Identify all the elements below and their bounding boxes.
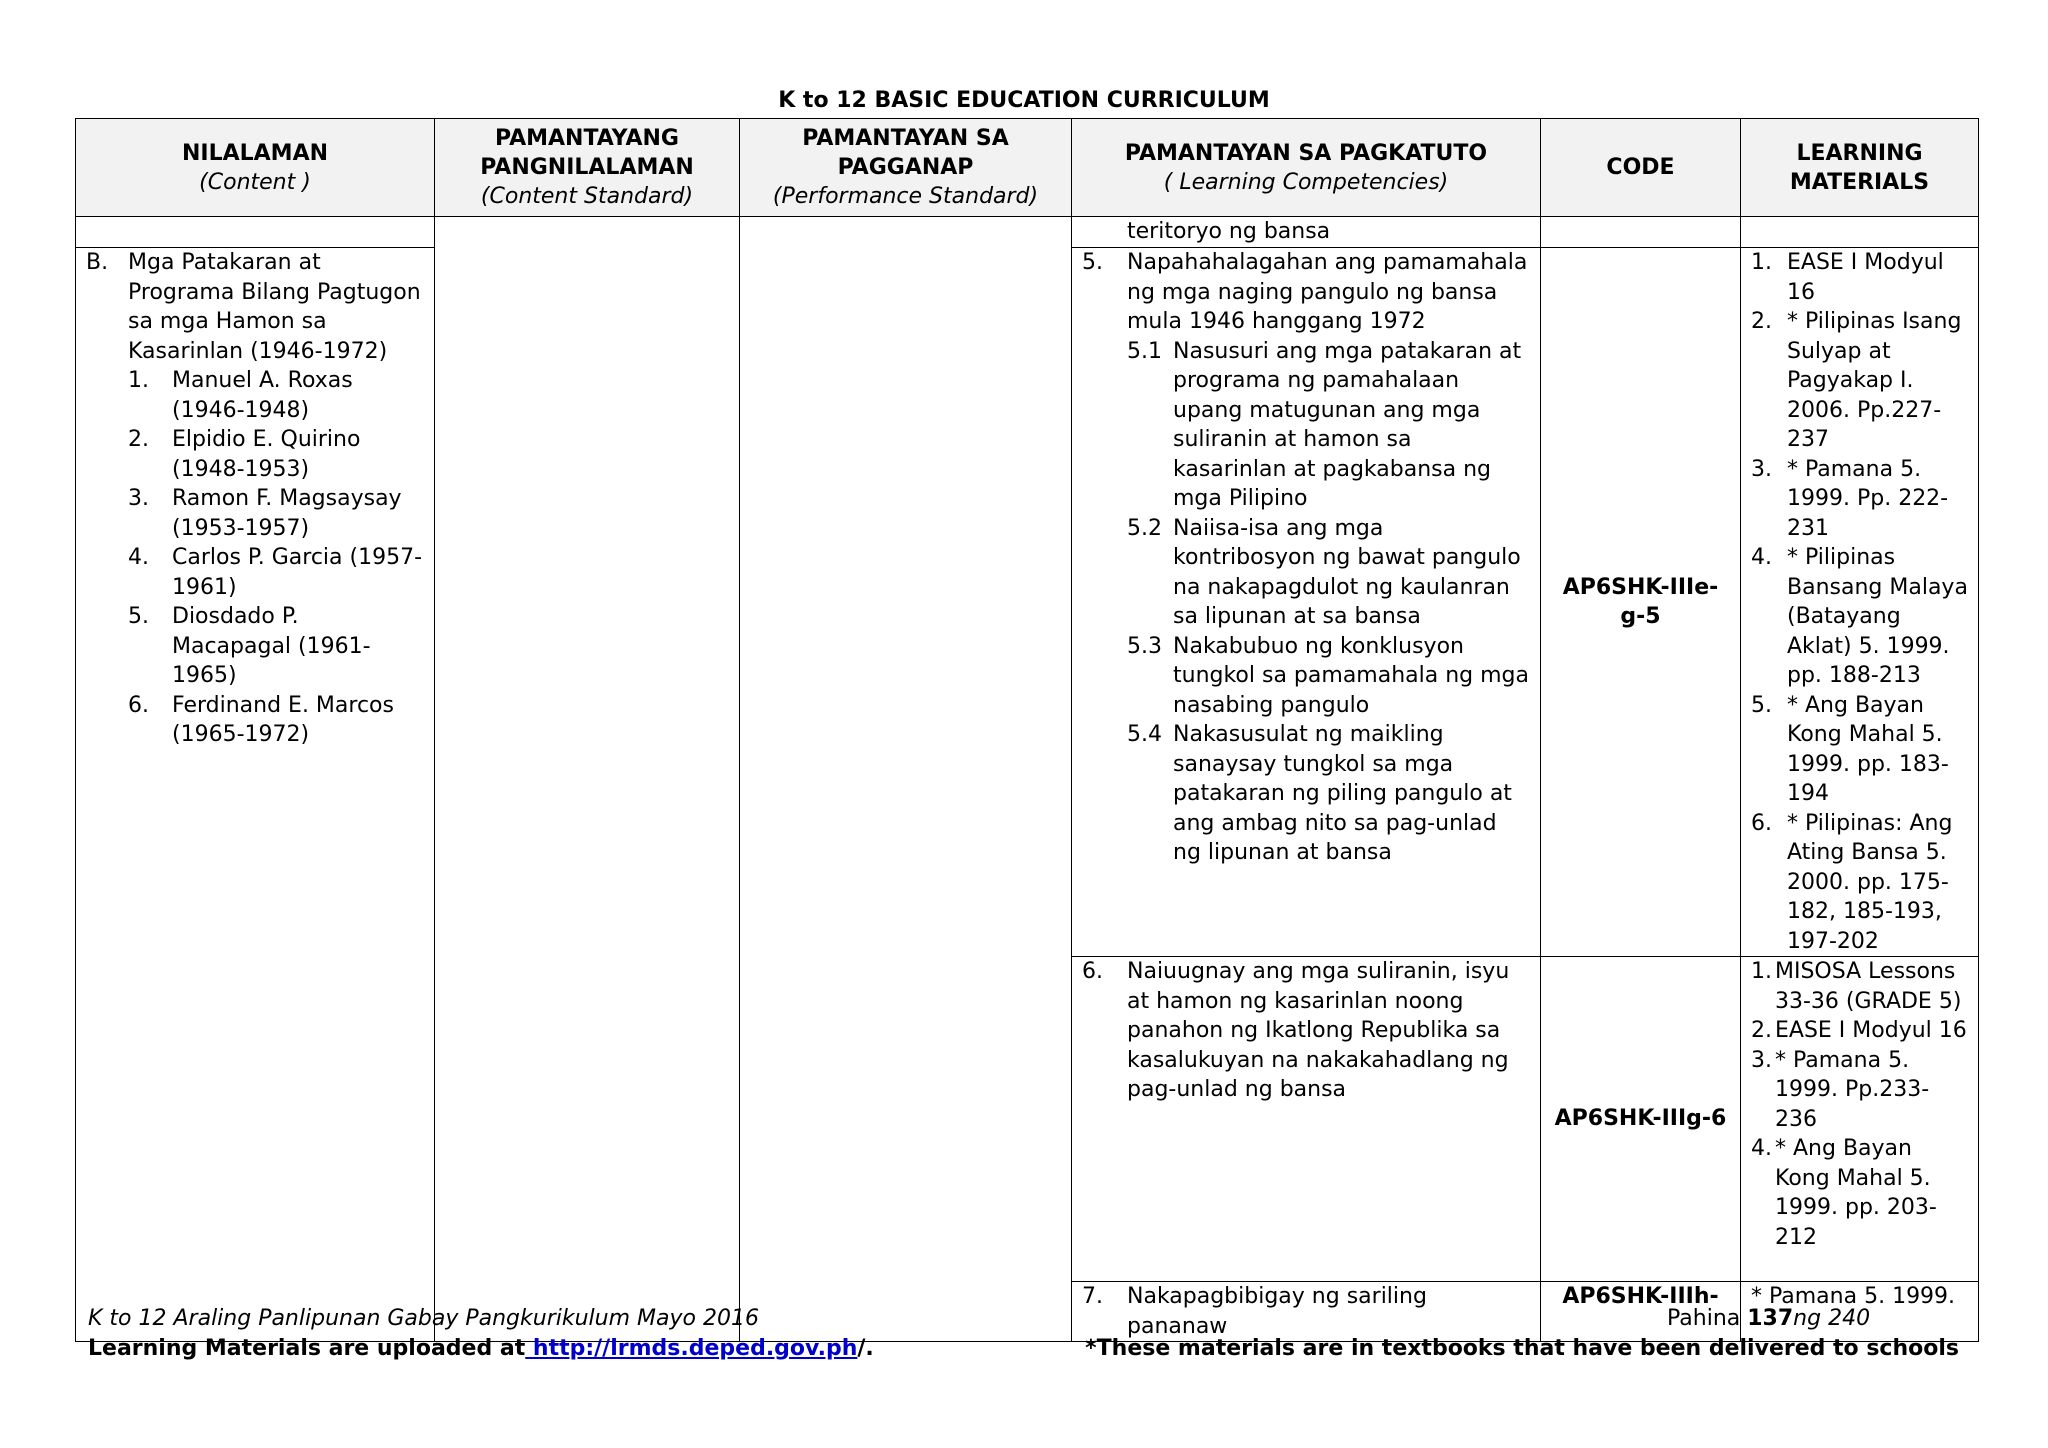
- material-number: 5.: [1751, 692, 1772, 718]
- sub-competency-item: [1127, 632, 1530, 721]
- list-text: Ferdinand E. Marcos (1965-1972): [172, 692, 394, 747]
- competency-cell: [1072, 957, 1541, 1282]
- competency-text: Naiuugnay ang mga suliranin, isyu at hamon ng kasarinlan noong panahon ng Ikatlong Republika sa kasalukuyan na nakakahadlang ng pag-unlad ng bansa: [1127, 959, 1510, 1102]
- header-code: [1541, 119, 1741, 217]
- material-number: 3.: [1751, 456, 1772, 482]
- list-item: [128, 366, 424, 425]
- list-marker: B.: [86, 250, 109, 275]
- competency-text: Nakapagbibigay ng sariling pananaw: [1127, 1284, 1427, 1339]
- material-number: 6.: [1751, 810, 1772, 836]
- material-text: * Pamana 5. 1999.: [1751, 1284, 1956, 1309]
- material-text: * Pamana 5. 1999. Pp.233-236: [1775, 1047, 1930, 1132]
- header-main: LEARNING MATERIALS: [1789, 140, 1930, 195]
- material-item: [1751, 307, 1968, 455]
- competency-number: 7.: [1082, 1284, 1103, 1309]
- footer-upload-note: [88, 1336, 874, 1361]
- material-number: 4.: [1751, 1136, 1772, 1161]
- code-cell: [1541, 248, 1741, 957]
- sub-competency-number: 5.3: [1127, 633, 1162, 659]
- list-text: Ramon F. Magsaysay (1953-1957): [172, 486, 402, 541]
- material-item: [1751, 691, 1968, 809]
- material-text: * Pilipinas: Ang Ating Bansa 5. 2000. pp. 175-182, 185-193, 197-202: [1787, 810, 1953, 954]
- competency-text: teritoryo ng bansa: [1127, 219, 1331, 244]
- code-cell-empty: [1541, 217, 1741, 248]
- header-performance-standard: [740, 119, 1072, 217]
- competency-cell: [1072, 248, 1541, 957]
- list-number: 5.: [128, 604, 149, 629]
- competency-item: [1082, 1282, 1530, 1341]
- material-text: EASE I Modyul 16: [1775, 1018, 1967, 1043]
- page-current: 137: [1747, 1306, 1794, 1331]
- list-number: 1.: [128, 368, 149, 393]
- material-text: * Pamana 5. 1999. Pp. 222-231: [1787, 456, 1949, 541]
- footer-guide-title: K to 12 Araling Panlipunan Gabay Pangkurikulum Mayo 2016: [88, 1306, 759, 1331]
- materials-cell: [1741, 248, 1979, 957]
- header-sub: (Performance Standard): [772, 184, 1039, 209]
- material-text: MISOSA Lessons 33-36 (GRADE 5): [1775, 959, 1962, 1014]
- material-text: * Ang Bayan Kong Mahal 5. 1999. pp. 203-212: [1775, 1136, 1937, 1250]
- material-number: 1.: [1751, 959, 1772, 984]
- content-cell-empty: [76, 217, 435, 248]
- material-text: EASE I Modyul 16: [1787, 250, 1944, 305]
- header-main: PAMANTAYANG PANGNILALAMAN: [480, 126, 694, 180]
- material-text: * Ang Bayan Kong Mahal 5. 1999. pp. 183-194: [1787, 692, 1949, 806]
- list-item: [128, 543, 424, 602]
- list-number: 2.: [128, 427, 149, 452]
- header-learning-materials: [1741, 119, 1979, 217]
- material-number: 4.: [1751, 545, 1772, 570]
- performance-standard-cell: [740, 217, 1072, 1342]
- page-number: [1667, 1306, 1870, 1331]
- material-number: 2.: [1751, 1018, 1772, 1043]
- material-item: [1751, 809, 1968, 957]
- material-item: [1751, 1134, 1968, 1252]
- content-cell: [76, 248, 435, 1342]
- competency-item: [1082, 957, 1530, 1105]
- material-item: [1751, 1046, 1968, 1135]
- list-item: [128, 425, 424, 484]
- list-number: 4.: [128, 545, 149, 570]
- sub-competency-number: 5.1: [1127, 338, 1162, 364]
- sub-competency-text: Nakabubuo ng konklusyon tungkol sa pamamahala ng mga nasabing pangulo: [1173, 633, 1529, 718]
- material-item: [1751, 957, 1968, 1016]
- sub-competency-number: 5.2: [1127, 515, 1162, 541]
- list-text: Elpidio E. Quirino (1948-1953): [172, 427, 361, 482]
- header-main: CODE: [1606, 155, 1675, 180]
- header-learning-competencies: [1072, 119, 1541, 217]
- competency-code: AP6SHK-IIIh-: [1562, 1284, 1719, 1309]
- header-main: PAMANTAYAN SA PAGGANAP: [802, 126, 1009, 180]
- sub-competency-item: [1127, 514, 1530, 632]
- upload-suffix: /.: [857, 1336, 874, 1361]
- list-item: [128, 691, 424, 750]
- material-number: 1.: [1751, 250, 1772, 275]
- material-text: * Pilipinas Bansang Malaya (Batayang Aklat) 5. 1999. pp. 188-213: [1787, 545, 1968, 688]
- material-number: 2.: [1751, 309, 1772, 334]
- header-sub: (Content ): [199, 169, 311, 195]
- material-text: * Pilipinas Isang Sulyap at Pagyakap I. 2006. Pp.227-237: [1787, 309, 1962, 452]
- list-item: [128, 484, 424, 543]
- header-content-standard: [435, 119, 740, 217]
- list-text: Manuel A. Roxas (1946-1948): [172, 368, 353, 423]
- competency-number: 6.: [1082, 959, 1103, 984]
- material-item: [1751, 248, 1968, 307]
- sub-competency-text: Nakasusulat ng maikling sanaysay tungkol sa mga patakaran ng piling pangulo at ang ambag nito sa pag-unlad ng lipunan at bansa: [1173, 722, 1512, 865]
- material-item: [1751, 1016, 1968, 1046]
- competency-number: 5.: [1082, 250, 1103, 275]
- competency-cell: [1072, 1282, 1541, 1342]
- competency-code: AP6SHK-IIIe-g-5: [1562, 574, 1719, 629]
- header-sub: (Content Standard): [480, 184, 694, 209]
- upload-prefix: Learning Materials are uploaded at: [88, 1336, 526, 1361]
- competency-cell: [1072, 217, 1541, 248]
- header-main: PAMANTAYAN SA PAGKATUTO: [1124, 140, 1488, 166]
- header-main: NILALAMAN: [181, 140, 329, 166]
- table-row: [76, 217, 1979, 248]
- list-item: [128, 602, 424, 691]
- sub-competency-text: Naiisa-isa ang mga kontribosyon ng bawat pangulo na nakapagdulot ng kaulanran sa lipunan at sa bansa: [1173, 515, 1521, 629]
- page-total: ng 240: [1793, 1306, 1871, 1331]
- header-content: [76, 119, 435, 217]
- materials-cell-empty: [1741, 217, 1979, 248]
- sub-competency-item: [1127, 720, 1530, 868]
- sub-competency-text: Nasusuri ang mga patakaran at programa ng pamahalaan upang matugunan ang mga suliranin at hamon sa kasarinlan at pagkabansa ng mga Pilipino: [1173, 338, 1522, 511]
- list-text: Carlos P. Garcia (1957-1961): [172, 545, 423, 600]
- page-label: Pahina: [1667, 1306, 1748, 1331]
- content-title: Mga Patakaran at Programa Bilang Pagtugon sa mga Hamon sa Kasarinlan (1946-1972): [128, 250, 421, 364]
- competency-text: Napahahalagahan ang pamamahala ng mga naging pangulo ng bansa mula 1946 hanggang 1972: [1127, 250, 1528, 334]
- competency-code: AP6SHK-IIIg-6: [1554, 1106, 1727, 1132]
- list-number: 6.: [128, 692, 149, 718]
- material-item: [1751, 543, 1968, 691]
- list-item: [86, 248, 424, 366]
- header-sub: ( Learning Competencies): [1163, 169, 1449, 195]
- sub-competency-number: 5.4: [1127, 722, 1162, 747]
- content-standard-cell: [435, 217, 740, 1342]
- table-header-row: [76, 119, 1979, 217]
- competency-item: [1082, 248, 1530, 337]
- footer-materials-note: *These materials are in textbooks that have been delivered to schools: [1085, 1336, 1959, 1361]
- materials-cell: [1741, 957, 1979, 1282]
- code-cell: [1541, 957, 1741, 1282]
- curriculum-table: [75, 118, 1979, 1342]
- document-title: K to 12 BASIC EDUCATION CURRICULUM: [778, 88, 1270, 113]
- list-text: Diosdado P. Macapagal (1961-1965): [172, 604, 371, 688]
- list-number: 3.: [128, 486, 149, 511]
- material-number: 3.: [1751, 1047, 1772, 1073]
- sub-competency-item: [1127, 337, 1530, 514]
- lrmds-link[interactable]: http://lrmds.deped.gov.ph: [525, 1336, 858, 1361]
- material-item: [1751, 455, 1968, 544]
